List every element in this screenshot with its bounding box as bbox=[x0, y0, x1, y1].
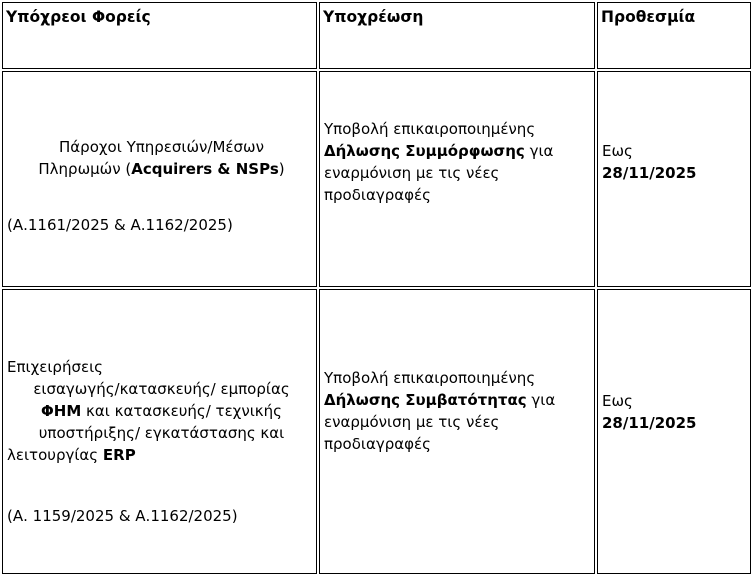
row2-deadline-cell bbox=[597, 289, 751, 574]
row1-deadline-label: Εως bbox=[602, 142, 633, 160]
row1-deadline-cell bbox=[597, 71, 751, 287]
row2-deadline-label: Εως bbox=[602, 392, 633, 410]
row2-entity-line4: υποστήριξης/ εγκατάστασης και bbox=[38, 424, 285, 442]
row1-obligation-line1: Υποβολή επικαιροποιημένης bbox=[324, 120, 536, 138]
row1-obligation-line3: εναρμόνιση με τις νέες bbox=[324, 164, 500, 182]
header-obligation-label: Υποχρέωση bbox=[323, 8, 424, 26]
row1-entity-ref: (Α.1161/2025 & Α.1162/2025) bbox=[7, 216, 233, 234]
row2-entity-bold-erp: ERP bbox=[102, 446, 136, 464]
header-deadline bbox=[597, 2, 751, 69]
row2-entity-line2: εισαγωγής/κατασκευής/ εμπορίας bbox=[33, 380, 290, 398]
header-obligation bbox=[319, 2, 595, 69]
row2-entity-line1: Επιχειρήσεις bbox=[7, 358, 103, 376]
row2-obligation-line4: προδιαγραφές bbox=[324, 435, 431, 453]
row2-entity-cell bbox=[2, 289, 317, 574]
row2-obligation-line1: Υποβολή επικαιροποιημένης bbox=[324, 369, 536, 387]
row1-obligation-cell bbox=[319, 71, 595, 287]
row2-entity-line3: ΦΗΜ και κατασκευής/ τεχνικής bbox=[41, 402, 282, 420]
row2-obligation-line2: Δήλωσης Συμβατότητας για bbox=[324, 391, 556, 409]
row2-entity-bold-fhm: ΦΗΜ bbox=[41, 402, 82, 420]
row1-obligation-bold: Δήλωσης Συμμόρφωσης bbox=[324, 142, 525, 160]
header-entities-label: Υπόχρεοι Φορείς bbox=[6, 8, 151, 26]
row1-obligation-line4: προδιαγραφές bbox=[324, 186, 431, 204]
header-deadline-label: Προθεσμία bbox=[601, 8, 696, 26]
row2-obligation-bold: Δήλωσης Συμβατότητας bbox=[324, 391, 527, 409]
row1-entity-line2: Πληρωμών (Acquirers & NSPs) bbox=[38, 160, 285, 178]
row2-obligation-line3: εναρμόνιση με τις νέες bbox=[324, 413, 500, 431]
row2-deadline-date: 28/11/2025 bbox=[602, 414, 697, 432]
row1-entity-cell bbox=[2, 71, 317, 287]
row1-entity-bold: Acquirers & NSPs bbox=[131, 160, 279, 178]
row2-obligation-cell bbox=[319, 289, 595, 574]
row1-deadline-date: 28/11/2025 bbox=[602, 164, 697, 182]
row1-entity-line1: Πάροχοι Υπηρεσιών/Μέσων bbox=[59, 138, 264, 156]
row2-entity-ref: (Α. 1159/2025 & Α.1162/2025) bbox=[7, 507, 238, 525]
header-entities bbox=[2, 2, 317, 69]
row2-entity-line5: λειτουργίας ERP bbox=[7, 446, 136, 464]
row1-obligation-line2: Δήλωσης Συμμόρφωσης για bbox=[324, 142, 554, 160]
